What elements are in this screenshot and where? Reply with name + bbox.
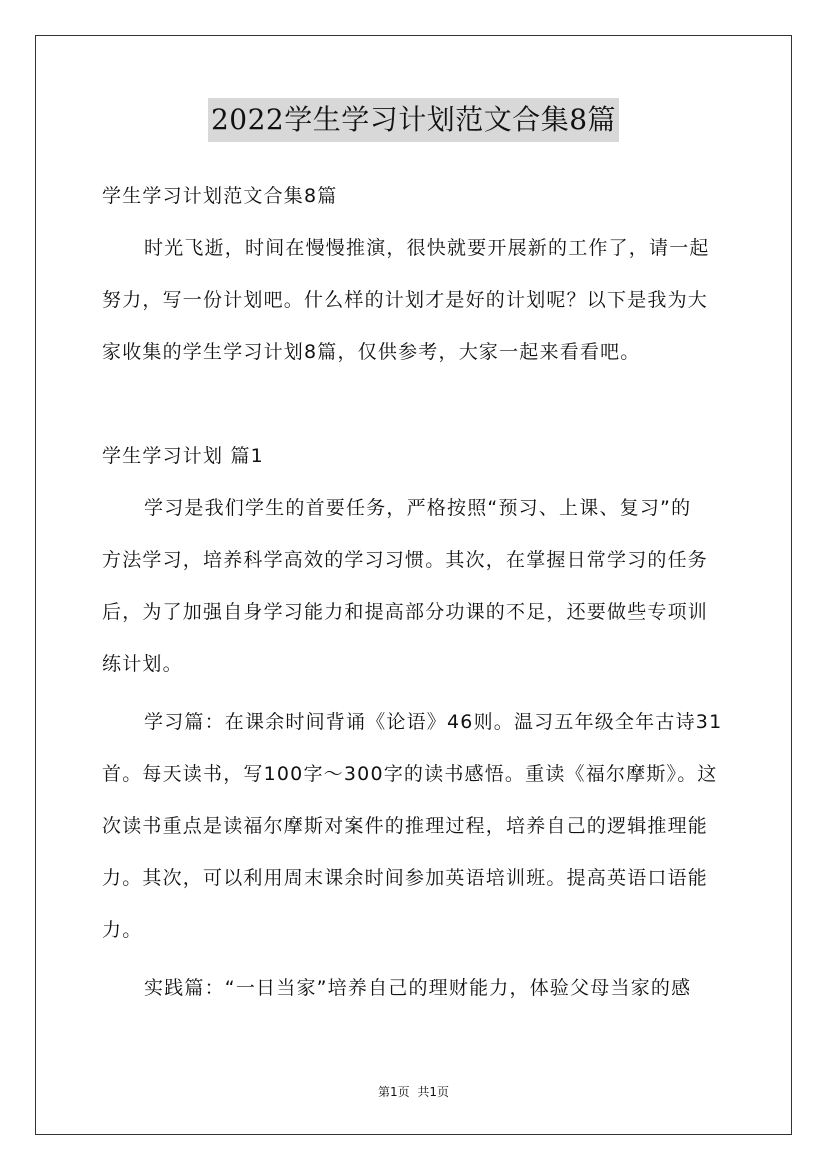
paragraph-line: 力。: [102, 919, 143, 941]
intro-line: 时光飞逝，时间在慢慢推演，很快就要开展新的工作了，请一起: [144, 237, 710, 259]
document-title: 2022学生学习计划范文合集8篇: [208, 98, 619, 142]
document-subtitle: 学生学习计划范文合集8篇: [102, 185, 338, 207]
section-heading: 学生学习计划 篇1: [102, 445, 264, 467]
page-total: 共1页: [417, 1085, 450, 1099]
paragraph-line: 学习篇：在课余时间背诵《论语》46则。温习五年级全年古诗31: [144, 711, 723, 733]
title-area: [0, 98, 827, 142]
paragraph-line: 练计划。: [102, 653, 183, 675]
intro-line: 努力，写一份计划吧。什么样的计划才是好的计划呢？以下是我为大: [102, 289, 709, 311]
intro-line: 家收集的学生学习计划8篇，仅供参考，大家一起来看看吧。: [102, 341, 641, 363]
paragraph-line: 次读书重点是读福尔摩斯对案件的推理过程，培养自己的逻辑推理能: [102, 815, 709, 837]
paragraph-line: 实践篇：“一日当家”培养自己的理财能力，体验父母当家的感: [144, 977, 692, 999]
paragraph-line: 首。每天读书，写100字～300字的读书感悟。重读《福尔摩斯》。这: [102, 763, 718, 785]
paragraph-line: 后，为了加强自身学习能力和提高部分功课的不足，还要做些专项训: [102, 601, 709, 623]
paragraph-line: 力。其次，可以利用周末课余时间参加英语培训班。提高英语口语能: [102, 867, 709, 889]
page-footer: [0, 1083, 827, 1100]
document-body: [102, 170, 726, 1014]
page-number: 第1页: [377, 1085, 410, 1099]
paragraph-line: 学习是我们学生的首要任务，严格按照“预习、上课、复习”的: [144, 497, 692, 519]
paragraph-line: 方法学习，培养科学高效的学习习惯。其次，在掌握日常学习的任务: [102, 549, 709, 571]
